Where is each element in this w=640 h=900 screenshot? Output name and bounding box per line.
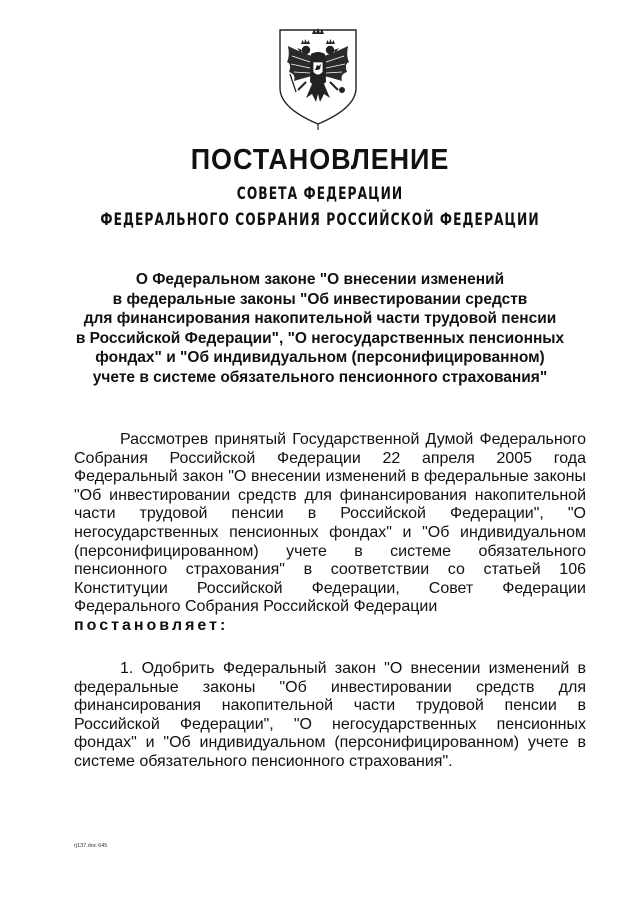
subject-line: в федеральные законы "Об инвестировании средств — [112, 290, 528, 308]
subject-line: фондах" и "Об индивидуальном (персонифицированном) — [95, 349, 545, 366]
subject-line: в Российской Федерации", "О негосударственных пенсионных — [75, 329, 565, 347]
coat-of-arms-icon — [276, 26, 360, 130]
subject-line: учете в системе обязательного пенсионного страхования" — [92, 368, 548, 386]
issuer-line-2: ФЕДЕРАЛЬНОГО СОБРАНИЯ РОССИЙСКОЙ ФЕДЕРАЦИИ — [100, 210, 540, 230]
resolves-word: постановляет: — [74, 616, 229, 634]
file-code: rj137.doc 645 — [74, 843, 108, 849]
preamble-text: Рассмотрев принятый Государственной Думой Федерального Собрания Российской Федерации 22 апреля 2005 года Федеральный закон "О внесении изменений в федеральные законы "Об инвестировании средств для финансирования накопительной части трудовой пенсии в Российской Федерации", "О негосударственных пенсионных фондах" и "Об индивидуальном (персонифицированном) учете в системе обязательного пенсионного страхования" в соответствии со статьей 106 Конституции Российской Федерации, Совет Федерации Федерального Собрания Российской Федерации — [74, 431, 586, 616]
document-title: ПОСТАНОВЛЕНИЕ — [190, 144, 450, 176]
subject-line: для финансирования накопительной части трудовой пенсии — [83, 310, 557, 327]
subject-line: О Федеральном законе "О внесении изменений — [135, 271, 505, 288]
issuer-line-1: СОВЕТА ФЕДЕРАЦИИ — [236, 184, 404, 204]
document-subject — [60, 270, 580, 387]
preamble-paragraph — [74, 431, 586, 636]
resolution-item-1: 1. Одобрить Федеральный закон "О внесении изменений в федеральные законы "Об инвестировании средств для финансирования накопительной части трудовой пенсии в Российской Федерации", "О негосударственных пенсионных фондах" и "Об индивидуальном (персонифицированном) учете в системе обязательного пенсионного страхования". — [74, 660, 586, 770]
